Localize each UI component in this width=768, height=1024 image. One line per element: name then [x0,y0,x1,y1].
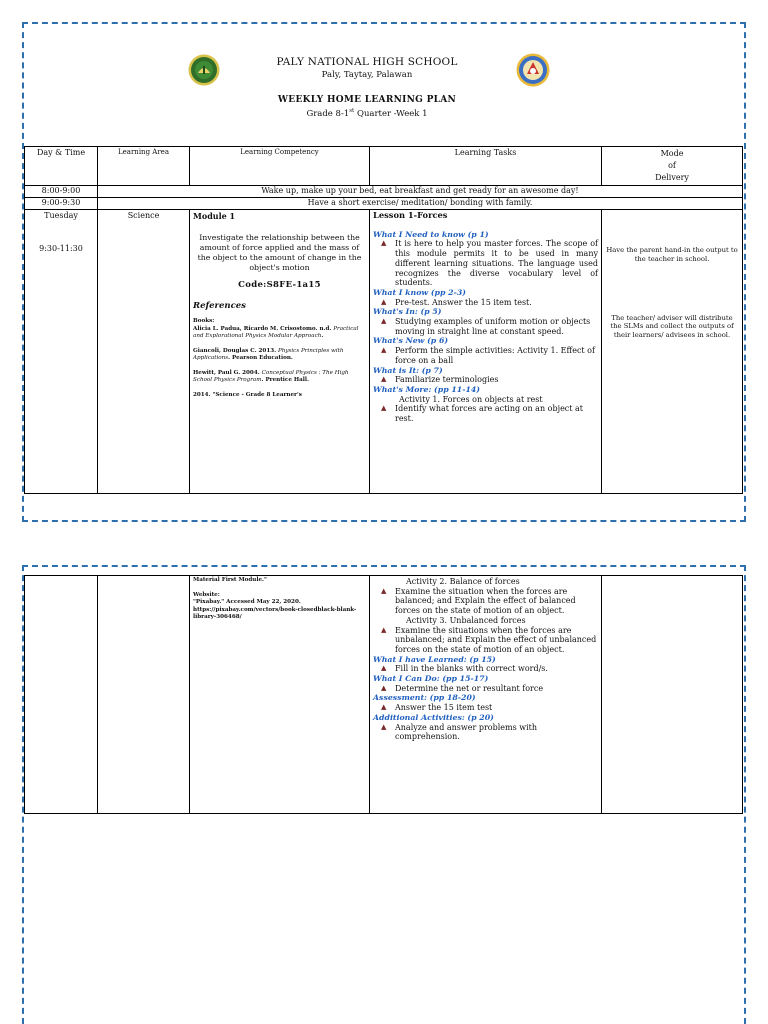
reference-item: Giancoli, Douglas C. 2013. Physics Principles with Applications. Pearson Education. [193,347,344,361]
learning-area-cell: Science [98,210,190,494]
school-address: Paly, Taytay, Palawan [321,70,413,80]
arrow-bullet-icon: ▲ [381,722,387,731]
routine-row [25,186,743,198]
header-learning-area: Learning Area [98,147,190,186]
arrow-bullet-icon: ▲ [381,375,387,384]
arrow-bullet-icon: ▲ [381,625,387,634]
lesson-row-continued [25,576,743,814]
task-item: ▲ Identify what forces are acting on an object at rest. [381,404,584,424]
mode-note: Have the parent hand-in the output to the teacher in school. [606,246,738,263]
reference-item: Alicia L. Padua, Ricardo M. Crisostomo. n.d. Practical and Explorational Physics Modular Approach. [193,325,359,339]
reference-item: Hewitt, Paul G. 2004. Conceptual Physics : The High School Physics Program. Prentice Hall. [193,369,349,383]
task-item: ▲ Pre-test. Answer the 15 item test. [381,297,532,307]
mode-note: The teacher/ adviser will distribute the SLMs and collect the outputs of their learners/ advisees in school. [610,313,734,340]
task-section-heading: Assessment: (pp 18-20) [373,693,476,703]
page-border [744,565,746,1024]
plan-title: WEEKLY HOME LEARNING PLAN [277,95,457,105]
reference-item: Material First Module." [193,577,267,583]
routine-activity: Have a short exercise/ meditation/ bonding with family. [98,198,743,210]
competency-code: Code:S8FE-1a15 [238,280,321,290]
competency-cell [190,576,370,814]
module-title: Module 1 [193,211,236,221]
books-label: Books: [193,318,215,324]
routine-time: 9:00-9:30 [25,198,98,210]
reference-item: "Pixabay." Accessed May 22, 2020. https://pixabay.com/vectors/book-closedblack-blank-library-306468/ [193,599,357,620]
task-item: ▲ Studying examples of uniform motion or objects moving in straight line at constant speed. [381,317,591,336]
arrow-bullet-icon: ▲ [381,346,387,355]
routine-row [25,198,743,210]
task-item: ▲ It is here to help you master forces. The scope of this module permits it to be used in many different learning situations. The language used recognizes the diverse vocabulary level of students. [381,239,598,288]
task-item: ▲ Examine the situation when the forces are balanced; and Explain the effect of balanced forces on the state of motion of an object. [381,586,576,616]
lesson-title: Lesson 1-Forces [373,210,448,220]
website-label: Website: [193,591,220,598]
page-border [22,22,746,24]
task-item: ▲ Examine the situations when the forces are unbalanced; and Explain the effect of unbalanced forces on the state of motion of an object. [381,625,597,654]
day-cell [25,576,98,814]
task-item: ▲ Analyze and answer problems with comprehension. [381,722,538,742]
page-1 [22,22,746,522]
references-title: References [193,301,246,311]
learning-plan-table-continued [24,575,743,814]
table-header-row [25,147,743,186]
lesson-row [25,210,743,494]
mode-cell [602,210,743,494]
task-item: ▲ Perform the simple activities: Activity 1. Effect of force on a ball [381,346,595,365]
task-item: ▲ Determine the net or resultant force [381,683,544,693]
mode-cell [602,576,743,814]
task-item: ▲ Familiarize terminologies [381,375,499,385]
task-section-heading: What's In: (p 5) [373,307,442,317]
task-section-heading: Additional Activities: (p 20) [373,712,494,722]
day-label: Tuesday [44,211,78,220]
school-name: PALY NATIONAL HIGH SCHOOL [276,56,458,68]
learning-area-cell [98,576,190,814]
task-section-heading: What's New (p 6) [373,336,449,346]
learning-plan-table [24,146,743,494]
header-day-time: Day & Time [25,147,98,186]
time-label: 9:30-11:30 [39,244,83,253]
task-section-heading: What's More: (pp 11-14) [373,384,480,394]
deped-logo [516,53,550,87]
arrow-bullet-icon: ▲ [381,586,387,595]
tasks-cell [370,576,602,814]
activity-title: Activity 1. Forces on objects at rest [399,394,543,404]
routine-activity: Wake up, make up your bed, eat breakfast and get ready for an awesome day! [98,186,743,198]
school-logo [188,54,220,86]
task-section-heading: What I know (pp 2-3) [373,287,466,297]
arrow-bullet-icon: ▲ [381,317,387,326]
header-mode: Mode of Delivery [602,147,743,186]
activity-title: Activity 3. Unbalanced forces [406,615,526,625]
arrow-bullet-icon: ▲ [381,664,387,673]
reference-item: 2014. "Science - Grade 8 Learner's [193,391,302,398]
arrow-bullet-icon: ▲ [381,239,387,248]
plan-subtitle: Grade 8-1st Quarter -Week 1 [306,108,428,119]
page-border [744,22,746,522]
task-item: ▲ Answer the 15 item test [381,703,493,713]
tasks-cell [370,210,602,494]
header-tasks: Learning Tasks [370,147,602,186]
competency-cell [190,210,370,494]
competency-description: Investigate the relationship between the amount of force applied and the mass of the object to the amount of change in the object's motion [197,233,362,272]
arrow-bullet-icon: ▲ [381,297,387,306]
task-section-heading: What I Can Do: (pp 15-17) [373,674,489,684]
page-border [22,565,746,567]
page-border [22,520,746,522]
routine-time: 8:00-9:00 [25,186,98,198]
task-item: ▲ Fill in the blanks with correct word/s. [381,664,548,674]
arrow-bullet-icon: ▲ [381,404,387,413]
activity-title: Activity 2. Balance of forces [406,577,520,586]
header-competency: Learning Competency [190,147,370,186]
arrow-bullet-icon: ▲ [381,683,387,692]
arrow-bullet-icon: ▲ [381,703,387,712]
day-cell [25,210,98,494]
task-section-heading: What is It: (p 7) [373,365,443,375]
task-section-heading: What I have Learned: (p 15) [373,654,496,664]
page-2 [22,565,746,1024]
task-section-heading: What I Need to know (p 1) [373,229,489,239]
